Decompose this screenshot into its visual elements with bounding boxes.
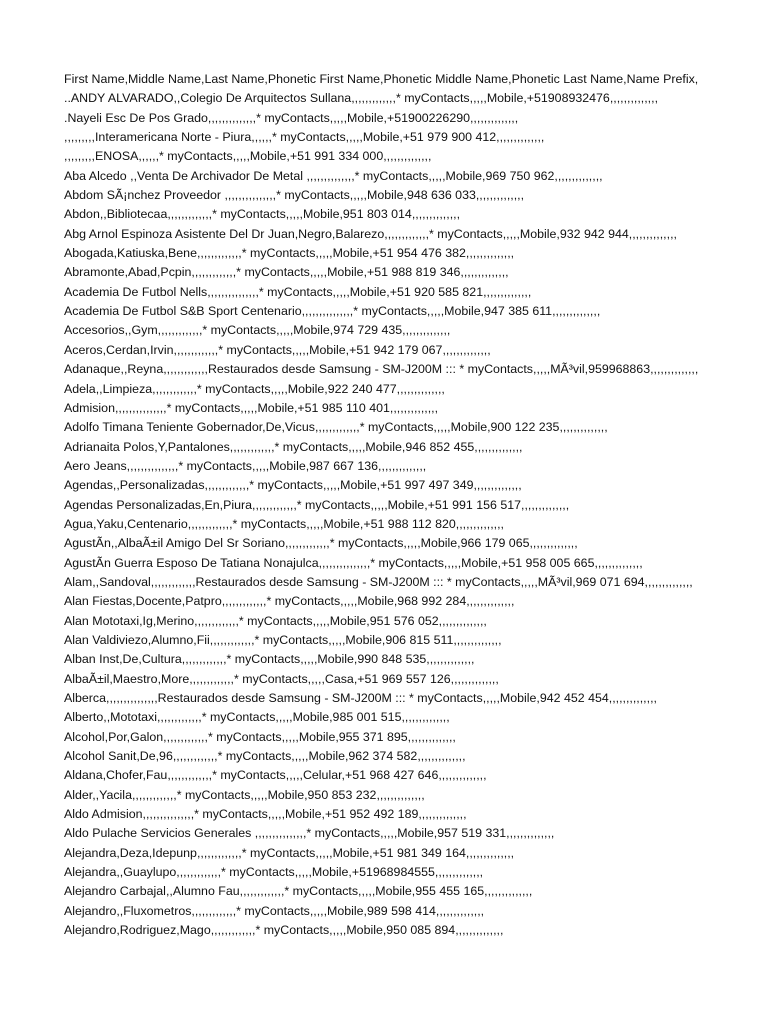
contact-row: Abdom SÃ¡nchez Proveedor ,,,,,,,,,,,,,,,* myContacts,,,,,Mobile,948 636 033,,,,,,,,,,,,,, bbox=[64, 188, 525, 203]
csv-contacts-text bbox=[64, 70, 744, 940]
contact-row: Alberto,,Mototaxi,,,,,,,,,,,,,* myContacts,,,,,Mobile,985 001 515,,,,,,,,,,,,,, bbox=[64, 710, 450, 725]
contact-row: Abramonte,Abad,Pcpin,,,,,,,,,,,,,* myContacts,,,,,Mobile,+51 988 819 346,,,,,,,,,,,,,, bbox=[64, 265, 509, 280]
contact-row: Adrianaita Polos,Y,Pantalones,,,,,,,,,,,,,* myContacts,,,,,Mobile,946 852 455,,,,,,,,,,,,,, bbox=[64, 439, 523, 454]
contact-row: Alan Fiestas,Docente,Patpro,,,,,,,,,,,,,* myContacts,,,,,Mobile,968 992 284,,,,,,,,,,,,,, bbox=[64, 594, 515, 609]
contact-row: Aldo Pulache Servicios Generales ,,,,,,,,,,,,,,,* myContacts,,,,,Mobile,957 519 331,,,,,,,,,,,,,, bbox=[64, 826, 555, 841]
contact-row: Alban Inst,De,Cultura,,,,,,,,,,,,,* myContacts,,,,,Mobile,990 848 535,,,,,,,,,,,,,, bbox=[64, 652, 475, 667]
contact-row: Alan Mototaxi,Ig,Merino,,,,,,,,,,,,,* myContacts,,,,,Mobile,951 576 052,,,,,,,,,,,,,, bbox=[64, 613, 487, 628]
csv-header-line: First Name,Middle Name,Last Name,Phonetic First Name,Phonetic Middle Name,Phonetic Last Name,Name Prefix, bbox=[64, 72, 699, 86]
contact-row: Agua,Yaku,Centenario,,,,,,,,,,,,,* myContacts,,,,,Mobile,+51 988 112 820,,,,,,,,,,,,,, bbox=[64, 516, 504, 531]
contact-row: Abdon,,Bibliotecaa,,,,,,,,,,,,,* myContacts,,,,,Mobile,951 803 014,,,,,,,,,,,,,, bbox=[64, 207, 461, 222]
contact-row: AgustÃn,,AlbaÃ±il Amigo Del Sr Soriano,,,,,,,,,,,,,* myContacts,,,,,Mobile,966 179 065,,,,,,,,,,,,,, bbox=[64, 536, 578, 551]
contact-row: ,,,,,,,,,ENOSA,,,,,,* myContacts,,,,,Mobile,+51 991 334 000,,,,,,,,,,,,,, bbox=[64, 149, 432, 164]
contact-row: ..ANDY ALVARADO,,Colegio De Arquitectos Sullana,,,,,,,,,,,,,* myContacts,,,,,Mobile,+51908932476,,,,,,,,,,,,,, bbox=[64, 91, 659, 106]
contact-row: Aero Jeans,,,,,,,,,,,,,,,* myContacts,,,,,Mobile,987 667 136,,,,,,,,,,,,,, bbox=[64, 458, 427, 473]
contact-row: Abogada,Katiuska,Bene,,,,,,,,,,,,,* myContacts,,,,,Mobile,+51 954 476 382,,,,,,,,,,,,,, bbox=[64, 246, 515, 261]
contact-row: Abg Arnol Espinoza Asistente Del Dr Juan,Negro,Balarezo,,,,,,,,,,,,,* myContacts,,,,,Mobile,932 942 944,,,,,,,,,,,,,, bbox=[64, 226, 677, 241]
contact-row: Adolfo Timana Teniente Gobernador,De,Vicus,,,,,,,,,,,,,* myContacts,,,,,Mobile,900 122 235,,,,,,,,,,,,,, bbox=[64, 420, 608, 435]
contact-row: Alejandra,,Guaylupo,,,,,,,,,,,,,* myContacts,,,,,Mobile,+51968984555,,,,,,,,,,,,,, bbox=[64, 865, 484, 880]
contact-row: Accesorios,,Gym,,,,,,,,,,,,,* myContacts,,,,,Mobile,974 729 435,,,,,,,,,,,,,, bbox=[64, 323, 451, 338]
contact-row: AgustÃn Guerra Esposo De Tatiana Nonajulca,,,,,,,,,,,,,,,* myContacts,,,,,Mobile,+51 958 005 665,,,,,,,,,,,,,, bbox=[64, 555, 643, 570]
contact-row: Alan Valdiviezo,Alumno,Fii,,,,,,,,,,,,,* myContacts,,,,,Mobile,906 815 511,,,,,,,,,,,,,, bbox=[64, 632, 502, 647]
contact-row: Alcohol,Por,Galon,,,,,,,,,,,,,* myContacts,,,,,Mobile,955 371 895,,,,,,,,,,,,,, bbox=[64, 729, 456, 744]
contact-row: Admision,,,,,,,,,,,,,,,* myContacts,,,,,Mobile,+51 985 110 401,,,,,,,,,,,,,, bbox=[64, 400, 439, 415]
contact-row: Alejandra,Deza,Idepunp,,,,,,,,,,,,,* myContacts,,,,,Mobile,+51 981 349 164,,,,,,,,,,,,,, bbox=[64, 845, 515, 860]
contact-row: Agendas Personalizadas,En,Piura,,,,,,,,,,,,,* myContacts,,,,,Mobile,+51 991 156 517,,,,,,,,,,,,,, bbox=[64, 497, 570, 512]
contact-row: Alder,,Yacila,,,,,,,,,,,,,* myContacts,,,,,Mobile,950 853 232,,,,,,,,,,,,,, bbox=[64, 787, 425, 802]
contact-row: Academia De Futbol S&B Sport Centenario,,,,,,,,,,,,,,,* myContacts,,,,,Mobile,947 385 611,,,,,,,,,,,,,, bbox=[64, 304, 601, 319]
contact-row: Aldana,Chofer,Fau,,,,,,,,,,,,,* myContacts,,,,,Celular,+51 968 427 646,,,,,,,,,,,,,, bbox=[64, 768, 487, 783]
contact-row: Alam,,Sandoval,,,,,,,,,,,,,Restaurados desde Samsung - SM-J200M ::: * myContacts,,,,,MÃ³vil,969 071 694,,,,,,,,,,,,,, bbox=[64, 574, 693, 589]
contact-row: Aldo Admision,,,,,,,,,,,,,,,* myContacts,,,,,Mobile,+51 952 492 189,,,,,,,,,,,,,, bbox=[64, 807, 467, 822]
contact-row: Alejandro,,Fluxometros,,,,,,,,,,,,,* myContacts,,,,,Mobile,989 598 414,,,,,,,,,,,,,, bbox=[64, 903, 485, 918]
contact-row: Adanaque,,Reyna,,,,,,,,,,,,,Restaurados desde Samsung - SM-J200M ::: * myContacts,,,,,MÃ³vil,959968863,,,,,,,,,,,,,, bbox=[64, 362, 699, 377]
contact-row: Alberca,,,,,,,,,,,,,,,Restaurados desde Samsung - SM-J200M ::: * myContacts,,,,,Mobile,942 452 454,,,,,,,,,,,,,, bbox=[64, 691, 657, 705]
contact-row: Agendas,,Personalizadas,,,,,,,,,,,,,* myContacts,,,,,Mobile,+51 997 497 349,,,,,,,,,,,,,, bbox=[64, 478, 522, 493]
contact-row: Alejandro,Rodriguez,Mago,,,,,,,,,,,,,* myContacts,,,,,Mobile,950 085 894,,,,,,,,,,,,,, bbox=[64, 923, 504, 938]
contact-row: AlbaÃ±il,Maestro,More,,,,,,,,,,,,,* myContacts,,,,,Casa,+51 969 557 126,,,,,,,,,,,,,, bbox=[64, 671, 499, 686]
contact-row: Alejandro Carbajal,,Alumno Fau,,,,,,,,,,,,,* myContacts,,,,,Mobile,955 455 165,,,,,,,,,,,,,, bbox=[64, 884, 533, 899]
contact-row: ,,,,,,,,,Interamericana Norte - Piura,,,,,,* myContacts,,,,,Mobile,+51 979 900 412,,,,,,,,,,,,,, bbox=[64, 130, 545, 145]
contact-row: Aceros,Cerdan,Irvin,,,,,,,,,,,,,* myContacts,,,,,Mobile,+51 942 179 067,,,,,,,,,,,,,, bbox=[64, 342, 491, 357]
contact-row: Aba Alcedo ,,Venta De Archivador De Metal ,,,,,,,,,,,,,,* myContacts,,,,,Mobile,969 750 962,,,,,,,,,,,,,, bbox=[64, 168, 603, 183]
contact-row: Alcohol Sanit,De,96,,,,,,,,,,,,,* myContacts,,,,,Mobile,962 374 582,,,,,,,,,,,,,, bbox=[64, 749, 466, 764]
contact-row: Adela,,Limpieza,,,,,,,,,,,,,* myContacts,,,,,Mobile,922 240 477,,,,,,,,,,,,,, bbox=[64, 381, 445, 396]
contact-row: .Nayeli Esc De Pos Grado,,,,,,,,,,,,,,* myContacts,,,,,Mobile,+51900226290,,,,,,,,,,,,,, bbox=[64, 110, 519, 125]
contact-row: Academia De Futbol Nells,,,,,,,,,,,,,,,* myContacts,,,,,Mobile,+51 920 585 821,,,,,,,,,,,,,, bbox=[64, 284, 532, 299]
